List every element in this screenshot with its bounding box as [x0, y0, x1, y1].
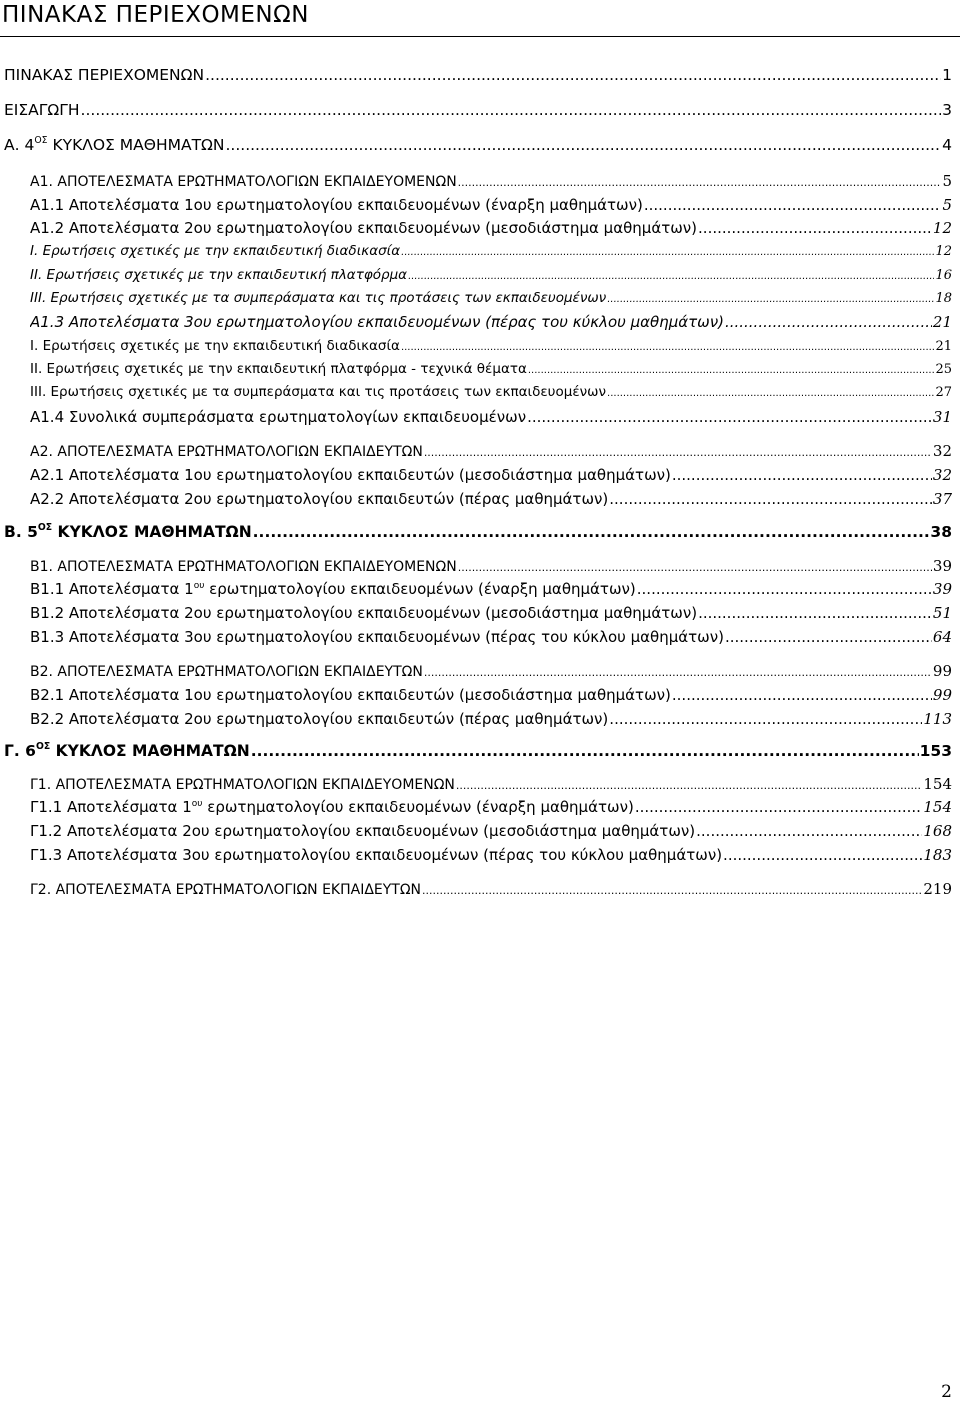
toc-entry[interactable] — [30, 408, 952, 426]
toc-leader-dots — [609, 490, 932, 508]
toc-entry-label: Α1.3 Αποτελέσματα 3ου ερωτηματολογίου εκπαιδευομένων (πέρας του κύκλου μαθημάτων) — [30, 313, 724, 331]
toc-leader-dots — [81, 101, 942, 119]
toc-entry[interactable] — [30, 880, 952, 898]
toc-entry-page: 168 — [923, 822, 952, 840]
toc-leader-dots — [458, 176, 942, 189]
toc-entry-label: Α2. ΑΠΟΤΕΛΕΣΜΑΤΑ ΕΡΩΤΗΜΑΤΟΛΟΓΙΩΝ ΕΚΠΑΙΔΕΥΤΩΝ — [30, 444, 423, 460]
toc-entry-page: 16 — [935, 268, 952, 283]
toc-entry-page: 3 — [942, 101, 952, 119]
toc-leader-dots — [458, 561, 932, 574]
toc-entry-label: Α1.1 Αποτελέσματα 1ου ερωτηματολογίου εκπαιδευομένων (έναρξη μαθημάτων) — [30, 196, 643, 214]
toc-entry-page: 21 — [932, 313, 952, 331]
toc-leader-dots — [672, 686, 932, 704]
toc-entry-label: Α. $4^{O\Sigma}$ ΚΥΚΛΟΣ ΜΑΘΗΜΑΤΩΝ — [4, 136, 225, 154]
toc-entry-label: Β1.2 Αποτελέσματα 2ου ερωτηματολογίου εκπαιδευομένων (μεσοδιάστημα μαθημάτων) — [30, 604, 698, 622]
toc-entry[interactable] — [30, 243, 952, 259]
toc-entry-label: Γ1.2 Αποτελέσματα 2ου ερωτηματολογίου εκπαιδευομένων (μεσοδιάστημα μαθημάτων) — [30, 822, 696, 840]
toc-leader-dots — [609, 710, 922, 728]
toc-entry-label: Α2.1 Αποτελέσματα 1ου ερωτηματολογίου εκπαιδευτών (μεσοδιάστημα μαθημάτων) — [30, 466, 671, 484]
toc-entry-page: 4 — [942, 136, 952, 154]
toc-entry-page: 113 — [923, 710, 952, 728]
toc-leader-dots — [607, 294, 934, 305]
toc-entry-page: 5 — [942, 196, 952, 214]
toc-entry-page: 31 — [932, 408, 952, 426]
toc-entry[interactable] — [30, 775, 952, 793]
page-number: 2 — [941, 1382, 952, 1402]
toc-entry-label: Ι. Ερωτήσεις σχετικές με την εκπαιδευτική διαδικασία — [30, 243, 401, 259]
title-divider — [0, 36, 960, 37]
toc-entry-label: Ι. Ερωτήσεις σχετικές με την εκπαιδευτική διαδικασία — [30, 338, 400, 354]
toc-entry[interactable] — [30, 490, 952, 508]
toc-leader-dots — [672, 466, 932, 484]
toc-entry-label: ΕΙΣΑΓΩΓΗ — [4, 101, 80, 119]
toc-leader-dots — [723, 846, 922, 864]
toc-entry[interactable] — [30, 442, 952, 460]
toc-entry[interactable] — [4, 742, 952, 760]
toc-entry-label: Α2.2 Αποτελέσματα 2ου ερωτηματολογίου εκπαιδευτών (πέρας μαθημάτων) — [30, 490, 609, 508]
toc-entry-page: 219 — [923, 880, 952, 898]
toc-entry[interactable] — [30, 710, 952, 728]
toc-entry-page: 18 — [935, 291, 952, 306]
toc-entry-label: Α1. ΑΠΟΤΕΛΕΣΜΑΤΑ ΕΡΩΤΗΜΑΤΟΛΟΓΙΩΝ ΕΚΠΑΙΔΕΥΟΜΕΝΩΝ — [30, 174, 457, 190]
toc-entry-page: 154 — [923, 775, 952, 793]
toc-leader-dots — [456, 779, 922, 792]
toc-leader-dots — [607, 388, 934, 399]
toc-entry-label: Γ1. ΑΠΟΤΕΛΕΣΜΑΤΑ ΕΡΩΤΗΜΑΤΟΛΟΓΙΩΝ ΕΚΠΑΙΔΕΥΟΜΕΝΩΝ — [30, 777, 455, 793]
toc-entry-label: Γ2. ΑΠΟΤΕΛΕΣΜΑΤΑ ΕΡΩΤΗΜΑΤΟΛΟΓΙΩΝ ΕΚΠΑΙΔΕΥΤΩΝ — [30, 882, 422, 898]
toc-entry[interactable] — [30, 662, 952, 680]
toc-entry-label: Β2. ΑΠΟΤΕΛΕΣΜΑΤΑ ΕΡΩΤΗΜΑΤΟΛΟΓΙΩΝ ΕΚΠΑΙΔΕΥΤΩΝ — [30, 664, 423, 680]
toc-entry-page: 12 — [932, 219, 952, 237]
toc-entry-label: Α1.4 Συνολικά συμπεράσματα ερωτηματολογίων εκπαιδευομένων — [30, 408, 527, 426]
toc-entry[interactable] — [30, 267, 952, 283]
toc-entry-label: ΠΙΝΑΚΑΣ ΠΕΡΙΕΧΟΜΕΝΩΝ — [4, 66, 205, 84]
toc-entry-page: 39 — [932, 557, 952, 575]
toc-leader-dots — [424, 666, 932, 679]
toc-entry[interactable] — [30, 290, 952, 306]
toc-entry[interactable] — [30, 604, 952, 622]
toc-entry-page: 21 — [935, 339, 952, 354]
toc-entry[interactable] — [30, 846, 952, 864]
toc-entry-label: Α1.2 Αποτελέσματα 2ου ερωτηματολογίου εκπαιδευομένων (μεσοδιάστημα μαθημάτων) — [30, 219, 698, 237]
toc-leader-dots — [251, 742, 919, 760]
toc-entry-label: ΙΙΙ. Ερωτήσεις σχετικές με τα συμπεράσματα και τις προτάσεις των εκπαιδευομένων — [30, 290, 607, 306]
toc-leader-dots — [226, 136, 942, 154]
toc-leader-dots — [408, 271, 934, 282]
toc-entry[interactable] — [4, 136, 952, 154]
toc-entry[interactable] — [30, 557, 952, 575]
toc-entry-label: Γ1.1 Αποτελέσματα $1^{o\upsilon}$ ερωτηματολογίου εκπαιδευομένων (έναρξη μαθημάτων) — [30, 798, 634, 816]
toc-entry-label: Β. $5^{O\Sigma}$ ΚΥΚΛΟΣ ΜΑΘΗΜΑΤΩΝ — [4, 523, 252, 541]
toc-entry-page: 32 — [932, 466, 952, 484]
toc-entry[interactable] — [30, 466, 952, 484]
toc-leader-dots — [422, 884, 922, 897]
toc-entry-label: Β1.1 Αποτελέσματα $1^{o\upsilon}$ ερωτηματολογίου εκπαιδευομένων (έναρξη μαθημάτων) — [30, 580, 636, 598]
toc-entry[interactable] — [4, 523, 952, 541]
page-title: ΠΙΝΑΚΑΣ ΠΕΡΙΕΧΟΜΕΝΩΝ — [2, 2, 309, 28]
toc-entry-page: 37 — [932, 490, 952, 508]
toc-leader-dots — [725, 628, 932, 646]
toc-entry-page: 5 — [942, 172, 952, 190]
toc-leader-dots — [644, 196, 942, 214]
toc-entry-label: ΙΙ. Ερωτήσεις σχετικές με την εκπαιδευτική πλατφόρμα — [30, 267, 408, 283]
toc-leader-dots — [401, 247, 934, 258]
toc-entry[interactable] — [30, 196, 952, 214]
toc-entry-page: 1 — [942, 66, 952, 84]
toc-entry-page: 64 — [932, 628, 952, 646]
toc-entry-page: 12 — [935, 244, 952, 259]
toc-entry-label: Γ1.3 Αποτελέσματα 3ου ερωτηματολογίου εκπαιδευομένων (πέρας του κύκλου μαθημάτων) — [30, 846, 723, 864]
toc-leader-dots — [528, 365, 935, 376]
toc-leader-dots — [698, 219, 932, 237]
toc-leader-dots — [527, 408, 932, 426]
toc-entry[interactable] — [30, 361, 952, 377]
toc-entry-page: 27 — [935, 385, 952, 400]
toc-entry-page: 38 — [930, 523, 952, 541]
toc-entry-label: Β1.3 Αποτελέσματα 3ου ερωτηματολογίου εκπαιδευομένων (πέρας του κύκλου μαθημάτων) — [30, 628, 724, 646]
toc-entry[interactable] — [30, 338, 952, 354]
toc-entry[interactable] — [30, 628, 952, 646]
toc-entry[interactable] — [4, 101, 952, 119]
toc-entry-page: 25 — [935, 362, 952, 377]
toc-entry-page: 154 — [923, 798, 952, 816]
toc-leader-dots — [424, 446, 932, 459]
toc-leader-dots — [637, 580, 932, 598]
toc-leader-dots — [696, 822, 922, 840]
toc-entry[interactable] — [30, 580, 952, 598]
toc-entry-page: 99 — [932, 686, 952, 704]
toc-entry-label: Γ. $6^{O\Sigma}$ ΚΥΚΛΟΣ ΜΑΘΗΜΑΤΩΝ — [4, 742, 250, 760]
toc-leader-dots — [698, 604, 932, 622]
toc-entry-label: Β2.2 Αποτελέσματα 2ου ερωτηματολογίου εκπαιδευτών (πέρας μαθημάτων) — [30, 710, 609, 728]
toc-leader-dots — [205, 66, 941, 84]
toc-leader-dots — [635, 798, 923, 816]
toc-entry-label: Β1. ΑΠΟΤΕΛΕΣΜΑΤΑ ΕΡΩΤΗΜΑΤΟΛΟΓΙΩΝ ΕΚΠΑΙΔΕΥΟΜΕΝΩΝ — [30, 559, 457, 575]
toc-entry[interactable] — [30, 219, 952, 237]
toc-entry[interactable] — [30, 313, 952, 331]
toc-entry-label: ΙΙΙ. Ερωτήσεις σχετικές με τα συμπεράσματα και τις προτάσεις των εκπαιδευομένων — [30, 384, 607, 400]
toc-entry-label: Β2.1 Αποτελέσματα 1ου ερωτηματολογίου εκπαιδευτών (μεσοδιάστημα μαθημάτων) — [30, 686, 671, 704]
toc-leader-dots — [253, 523, 930, 541]
toc-entry-page: 51 — [932, 604, 952, 622]
toc-entry-page: 183 — [923, 846, 952, 864]
toc-entry-page: 32 — [932, 442, 952, 460]
toc-entry-page: 39 — [932, 580, 952, 598]
toc-leader-dots — [725, 313, 932, 331]
toc-entry[interactable] — [30, 798, 952, 816]
toc-entry[interactable] — [30, 384, 952, 400]
toc-entry[interactable] — [30, 822, 952, 840]
toc-entry[interactable] — [4, 66, 952, 84]
toc-leader-dots — [401, 342, 935, 353]
toc-entry-page: 99 — [932, 662, 952, 680]
toc-entry[interactable] — [30, 172, 952, 190]
toc-entry-page: 153 — [919, 742, 952, 760]
toc-entry[interactable] — [30, 686, 952, 704]
toc-entry-label: ΙΙ. Ερωτήσεις σχετικές με την εκπαιδευτική πλατφόρμα - τεχνικά θέματα — [30, 361, 527, 377]
